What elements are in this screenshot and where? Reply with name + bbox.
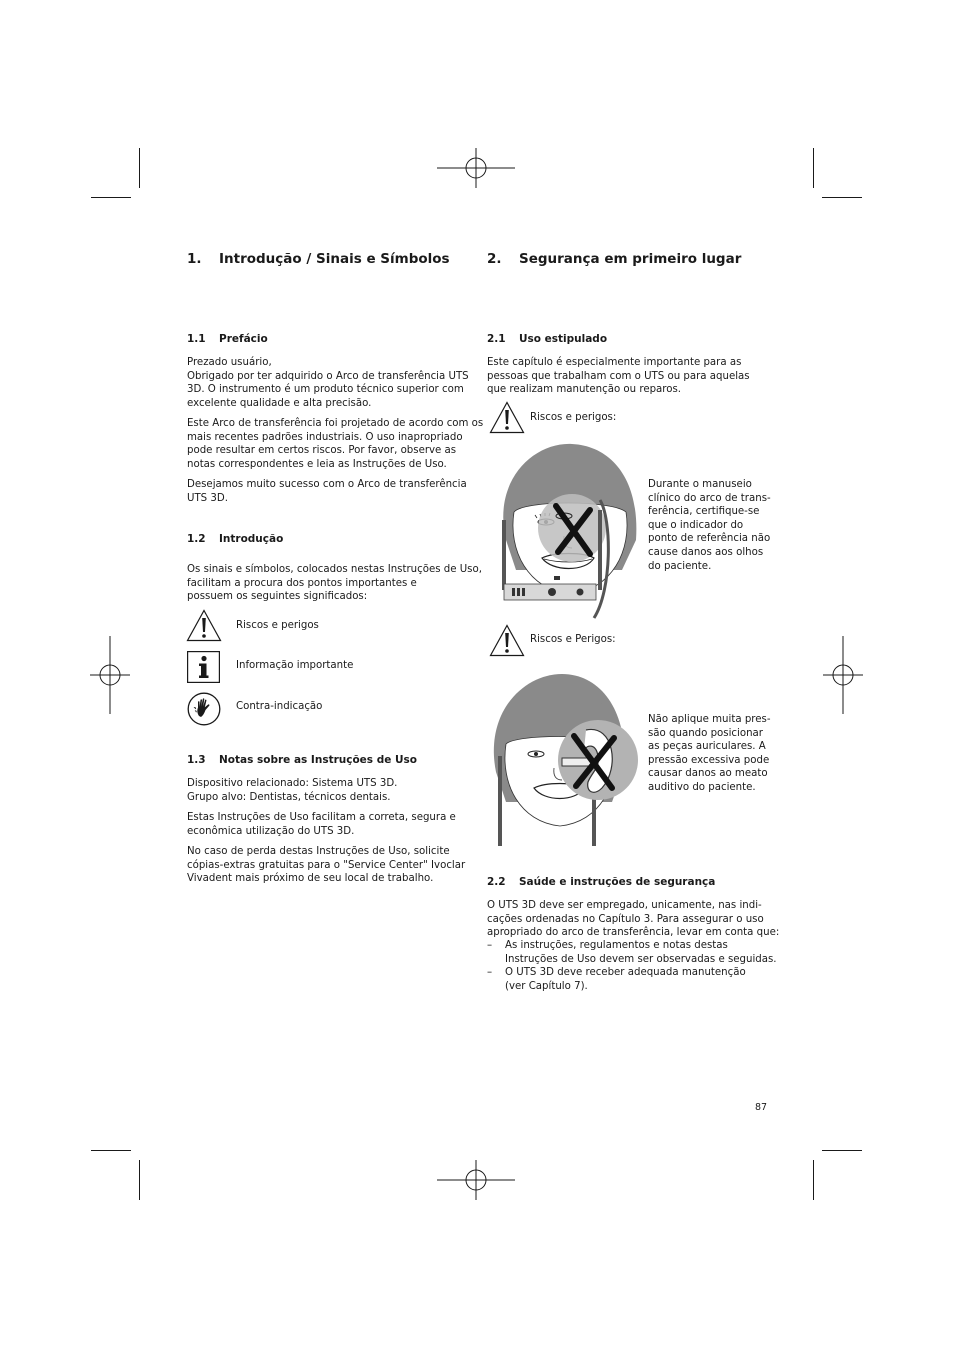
chapter-title: Segurança em primeiro lugar — [519, 251, 742, 267]
section-2-1-paragraph-1: Este capítulo é especialmente importante para as pessoas que trabalham com o UTS ou para aquelas que realizam manutenção ou reparos. — [487, 357, 750, 396]
warning-label-2: Riscos e Perigos: — [530, 634, 616, 645]
ear-hazard-text: Não aplique muita pres- são quando posicionar as peças auriculares. A pressão excessiva pode causar danos ao meato auditivo do paciente. — [648, 714, 771, 793]
section-2-2-paragraph-1: O UTS 3D deve ser empregado, unicamente, nas indi- cações ordenadas no Capítulo 3. Para assegurar o uso apropriado do arco de transferência, levar em conta que: — [487, 900, 780, 939]
warning-label-1: Riscos e perigos: — [530, 412, 617, 423]
warning-triangle-icon — [489, 401, 525, 434]
section-1-1-paragraph-2: Este Arco de transferência foi projetado de acordo com os mais recentes padrões industriais. O uso inapropriado pode resultar em certos riscos. Por favor, observe as notas correspondentes e leia as Instruções de Uso. — [187, 418, 484, 470]
warning-triangle-icon — [186, 609, 222, 642]
section-1-3-paragraph-2: Estas Instruções de Uso facilitam a correta, segura e econômica utilização do UTS 3D. — [187, 812, 456, 837]
symbol-info-label: Informação importante — [236, 660, 354, 671]
list-item: – As instruções, regulamentos e notas destas Instruções de Uso devem ser observadas e seguidas. — [487, 940, 777, 965]
section-1-3-paragraph-3: No caso de perda destas Instruções de Uso, solicite cópias-extras gratuitas para o "Service Center" Ivoclar Vivadent mais próximo de seu local de trabalho. — [187, 846, 466, 885]
ear-hazard-illustration — [488, 672, 640, 848]
symbol-contra-label: Contra-indicação — [236, 701, 323, 712]
list-item: – O UTS 3D deve receber adequada manutenção (ver Capítulo 7). — [487, 967, 746, 992]
section-1-2-paragraph-1: Os sinais e símbolos, colocados nestas Instruções de Uso, facilitam a procura dos pontos importantes e possuem os seguintes significados: — [187, 564, 482, 603]
section-1-1-paragraph-1: Prezado usuário, Obrigado por ter adquirido o Arco de transferência UTS 3D. O instrumento é um produto técnico superior com excelente qualidade e alta precisão. — [187, 357, 469, 409]
section-2-2-heading: 2.2 Saúde e instruções de segurança — [487, 876, 716, 888]
section-1-1-heading: 1.1 Prefácio — [187, 333, 268, 345]
page-number: 87 — [755, 1102, 768, 1113]
section-1-3-paragraph-1: Dispositivo relacionado: Sistema UTS 3D. Grupo alvo: Dentistas, técnicos dentais. — [187, 778, 398, 803]
symbol-warning-label: Riscos e perigos — [236, 620, 319, 631]
registration-mark-left — [90, 636, 130, 714]
chapter-title: Introdução / Sinais e Símbolos — [219, 251, 450, 267]
chapter-1-heading — [187, 251, 450, 267]
eye-hazard-illustration — [494, 440, 644, 620]
contra-indication-hand-icon — [187, 692, 221, 726]
chapter-number: 2. — [487, 251, 502, 267]
chapter-number: 1. — [187, 251, 202, 267]
registration-mark-right — [823, 636, 863, 714]
warning-triangle-icon — [489, 624, 525, 657]
section-1-1-paragraph-3: Desejamos muito sucesso com o Arco de transferência UTS 3D. — [187, 479, 467, 504]
eye-hazard-text: Durante o manuseio clínico do arco de trans- ferência, certifique-se que o indicador do ponto de referência não cause danos aos olhos do paciente. — [648, 479, 771, 572]
section-1-3-heading: 1.3 Notas sobre as Instruções de Uso — [187, 754, 417, 766]
section-1-2-heading: 1.2 Introdução — [187, 533, 284, 545]
registration-mark-bottom — [437, 1160, 515, 1200]
information-icon — [187, 651, 220, 683]
chapter-2-heading — [487, 251, 741, 267]
registration-mark-top — [437, 148, 515, 188]
section-2-1-heading: 2.1 Uso estipulado — [487, 333, 608, 345]
